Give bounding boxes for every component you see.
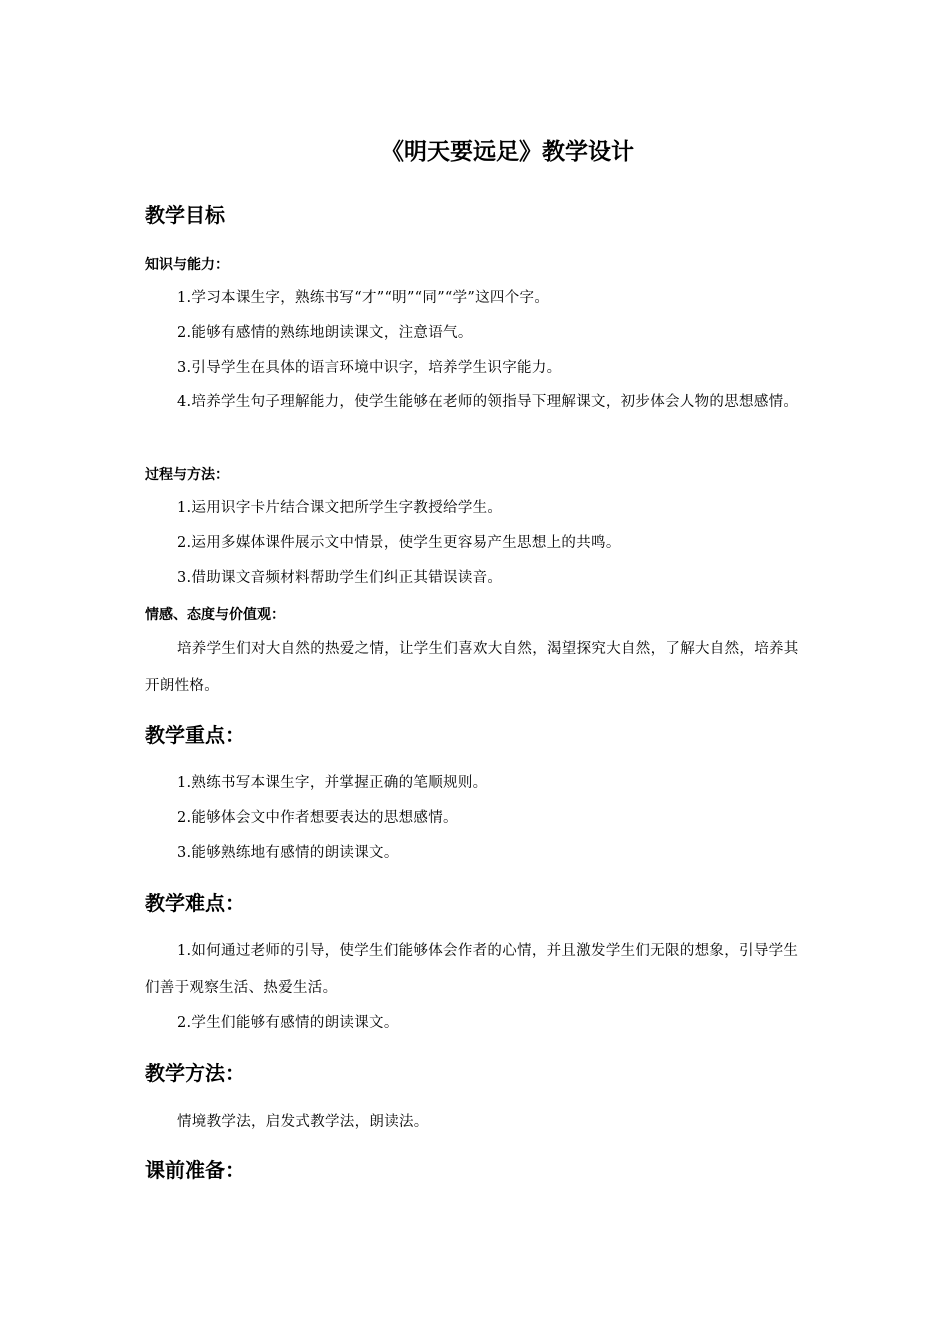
heading-preparation: 课前准备：	[145, 1158, 245, 1182]
difficulty-item-1: 1.如何通过老师的引导，使学生们能够体会作者的心情，并且激发学生们无限的想象，引导学生们善于观察生活、热爱生活。	[145, 943, 799, 996]
key-point-item-3: 3.能够熟练地有感情的朗读课文。	[177, 845, 399, 861]
knowledge-item-4: 4.培养学生句子理解能力，使学生能够在老师的领指导下理解课文，初步体会人物的思想感情。	[177, 394, 799, 410]
difficulty-item-2: 2.学生们能够有感情的朗读课文。	[177, 1015, 399, 1031]
process-item-2: 2.运用多媒体课件展示文中情景，使学生更容易产生思想上的共鸣。	[177, 535, 621, 551]
knowledge-item-2: 2.能够有感情的熟练地朗读课文，注意语气。	[177, 325, 473, 341]
process-item-1: 1.运用识字卡片结合课文把所学生字教授给学生。	[177, 500, 503, 516]
knowledge-item-3: 3.引导学生在具体的语言环境中识字，培养学生识字能力。	[177, 360, 562, 376]
key-point-item-1: 1.熟练书写本课生字，并掌握正确的笔顺规则。	[177, 775, 488, 791]
subheading-knowledge: 知识与能力：	[145, 257, 229, 273]
heading-key-points: 教学重点：	[145, 723, 245, 747]
key-point-item-2: 2.能够体会文中作者想要表达的思想感情。	[177, 810, 458, 826]
subheading-emotion: 情感、态度与价值观：	[145, 607, 285, 623]
method-item-1: 情境教学法，启发式教学法，朗读法。	[177, 1114, 429, 1130]
emotion-item-1: 培养学生们对大自然的热爱之情，让学生们喜欢大自然，渴望探究大自然，了解大自然，培养其开朗性格。	[145, 641, 799, 694]
heading-methods: 教学方法：	[145, 1061, 245, 1085]
process-item-3: 3.借助课文音频材料帮助学生们纠正其错误读音。	[177, 570, 503, 586]
heading-difficulties: 教学难点：	[145, 891, 245, 915]
knowledge-item-1: 1.学习本课生字，熟练书写“才”“明”“同”“学”这四个字。	[177, 290, 550, 306]
heading-objectives: 教学目标	[145, 203, 225, 227]
subheading-process: 过程与方法：	[145, 467, 229, 483]
document-title: 《明天要远足》教学设计	[381, 139, 634, 165]
